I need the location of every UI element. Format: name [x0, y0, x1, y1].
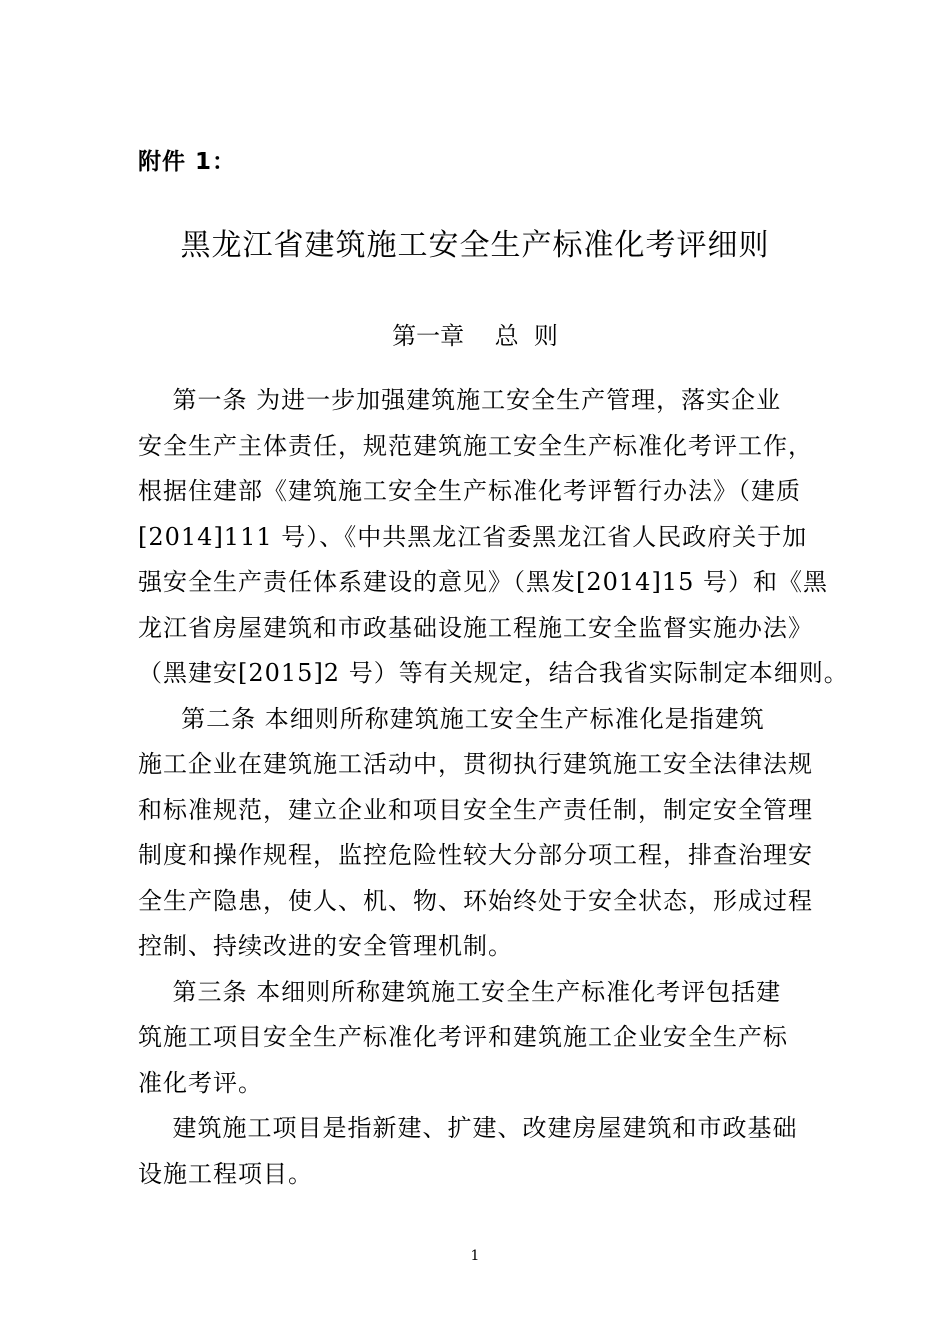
body-line: 筑施工项目安全生产标准化考评和建筑施工企业安全生产标 [138, 1023, 788, 1051]
body-line: 强安全生产责任体系建设的意见》（黑发[2014]15 号）和《黑 [138, 568, 828, 596]
document-title: 黑龙江省建筑施工安全生产标准化考评细则 [180, 228, 770, 263]
body-text [138, 378, 849, 1197]
body-line: 龙江省房屋建筑和市政基础设施工程施工安全监督实施办法》 [138, 613, 813, 642]
body-line: 和标准规范，建立企业和项目安全生产责任制，制定安全管理 [138, 795, 813, 824]
body-line: 第一条 为进一步加强建筑施工安全生产管理，落实企业 [138, 386, 782, 414]
body-line: 施工企业在建筑施工活动中，贯彻执行建筑施工安全法律法规 [138, 750, 813, 778]
chapter-heading: 第一章 总 则 [392, 322, 558, 350]
body-line: 第二条 本细则所称建筑施工安全生产标准化是指建筑 [138, 704, 765, 733]
body-line: 根据住建部《建筑施工安全生产标准化考评暂行办法》（建质 [138, 477, 801, 505]
page-number: 1 [470, 1248, 480, 1264]
body-line: [2014]111 号）、《中共黑龙江省委黑龙江省人民政府关于加 [138, 522, 808, 551]
body-line: （黑建安[2015]2 号）等有关规定，结合我省实际制定本细则。 [138, 659, 849, 687]
body-line: 安全生产主体责任，规范建筑施工安全生产标准化考评工作， [138, 431, 813, 460]
body-line: 设施工程项目。 [138, 1159, 313, 1188]
body-line: 第三条 本细则所称建筑施工安全生产标准化考评包括建 [138, 977, 782, 1006]
body-line: 控制、持续改进的安全管理机制。 [138, 932, 513, 960]
body-line: 建筑施工项目是指新建、扩建、改建房屋建筑和市政基础 [138, 1114, 798, 1142]
body-line: 准化考评。 [138, 1068, 263, 1097]
body-line: 全生产隐患，使人、机、物、环始终处于安全状态，形成过程 [138, 886, 813, 915]
attachment-label: 附件 1： [138, 149, 237, 175]
body-line: 制度和操作规程，监控危险性较大分部分项工程，排查治理安 [138, 841, 813, 869]
